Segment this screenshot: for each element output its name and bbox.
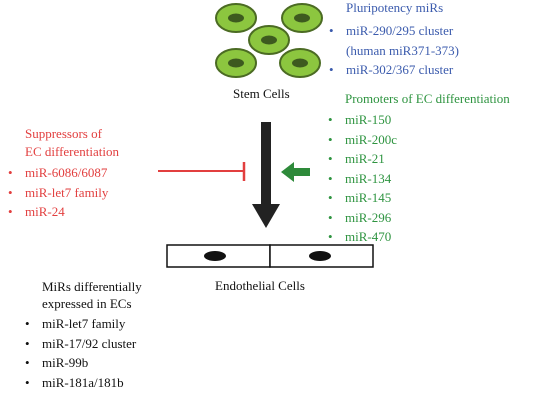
endothelial-cells	[167, 245, 373, 267]
differential-item: • miR-17/92 cluster	[42, 334, 136, 354]
bullet-glyph: •	[328, 229, 333, 244]
stem-cell-2	[282, 4, 322, 32]
promoter-item: • miR-296	[345, 208, 397, 228]
bullet-glyph: •	[328, 131, 333, 147]
pluripotency-item: • miR-302/367 cluster	[346, 60, 459, 80]
bullet-glyph: •	[8, 204, 13, 219]
bullet-glyph: •	[328, 112, 333, 127]
stem-cell-4	[216, 49, 256, 77]
bullet-glyph: •	[329, 62, 334, 77]
suppressors-title-line2: EC differentiation	[25, 144, 119, 159]
bullet-glyph: •	[25, 335, 30, 351]
endothelial-cells-label: Endothelial Cells	[215, 278, 305, 293]
differential-item: • miR-181a/181b	[42, 373, 136, 393]
bullet-glyph: •	[8, 184, 13, 200]
stem-cell-5	[280, 49, 320, 77]
pluripotency-item: • miR-290/295 cluster	[346, 21, 459, 41]
bullet-glyph: •	[328, 190, 333, 205]
bullet-glyph: •	[25, 316, 30, 331]
bullet-glyph: •	[328, 170, 333, 186]
stem-cell-3	[249, 26, 289, 54]
suppressor-inhibition-line	[158, 162, 244, 181]
promoter-arrow	[281, 162, 310, 182]
suppressor-item: • miR-let7 family	[25, 183, 108, 203]
bullet-glyph: •	[328, 209, 333, 225]
suppressors-list	[8, 163, 109, 222]
pluripotency-item: (human miR371-373)	[346, 42, 460, 58]
bullet-glyph: •	[328, 151, 333, 166]
differential-list	[25, 314, 137, 392]
promoter-item: • miR-134	[345, 169, 397, 189]
promoters-list	[328, 110, 397, 247]
promoter-item: • miR-21	[345, 149, 397, 169]
differential-title-line1: MiRs differentially	[42, 279, 142, 294]
pluripotency-list	[329, 21, 460, 80]
promoter-item: • miR-470	[345, 227, 397, 247]
differential-item: • miR-99b	[42, 353, 136, 373]
promoter-item: • miR-150	[345, 110, 397, 130]
suppressor-item: • miR-6086/6087	[25, 163, 108, 183]
bullet-glyph: •	[25, 374, 30, 390]
stem-cells-label: Stem Cells	[233, 86, 290, 101]
differentiation-arrow	[252, 122, 280, 228]
bullet-glyph: •	[25, 355, 30, 370]
differential-item: • miR-let7 family	[42, 314, 136, 334]
suppressors-title-line1: Suppressors of	[25, 126, 102, 141]
promoter-item: • miR-145	[345, 188, 397, 208]
promoter-item: • miR-200c	[345, 130, 397, 150]
promoters-title: Promoters of EC differentiation	[345, 91, 510, 106]
bullet-glyph: •	[329, 23, 334, 38]
pluripotency-title: Pluripotency miRs	[346, 0, 444, 15]
suppressor-item: • miR-24	[25, 202, 108, 222]
differential-title-line2: expressed in ECs	[42, 296, 132, 311]
stem-cell-1	[216, 4, 256, 32]
bullet-glyph: •	[8, 165, 13, 180]
